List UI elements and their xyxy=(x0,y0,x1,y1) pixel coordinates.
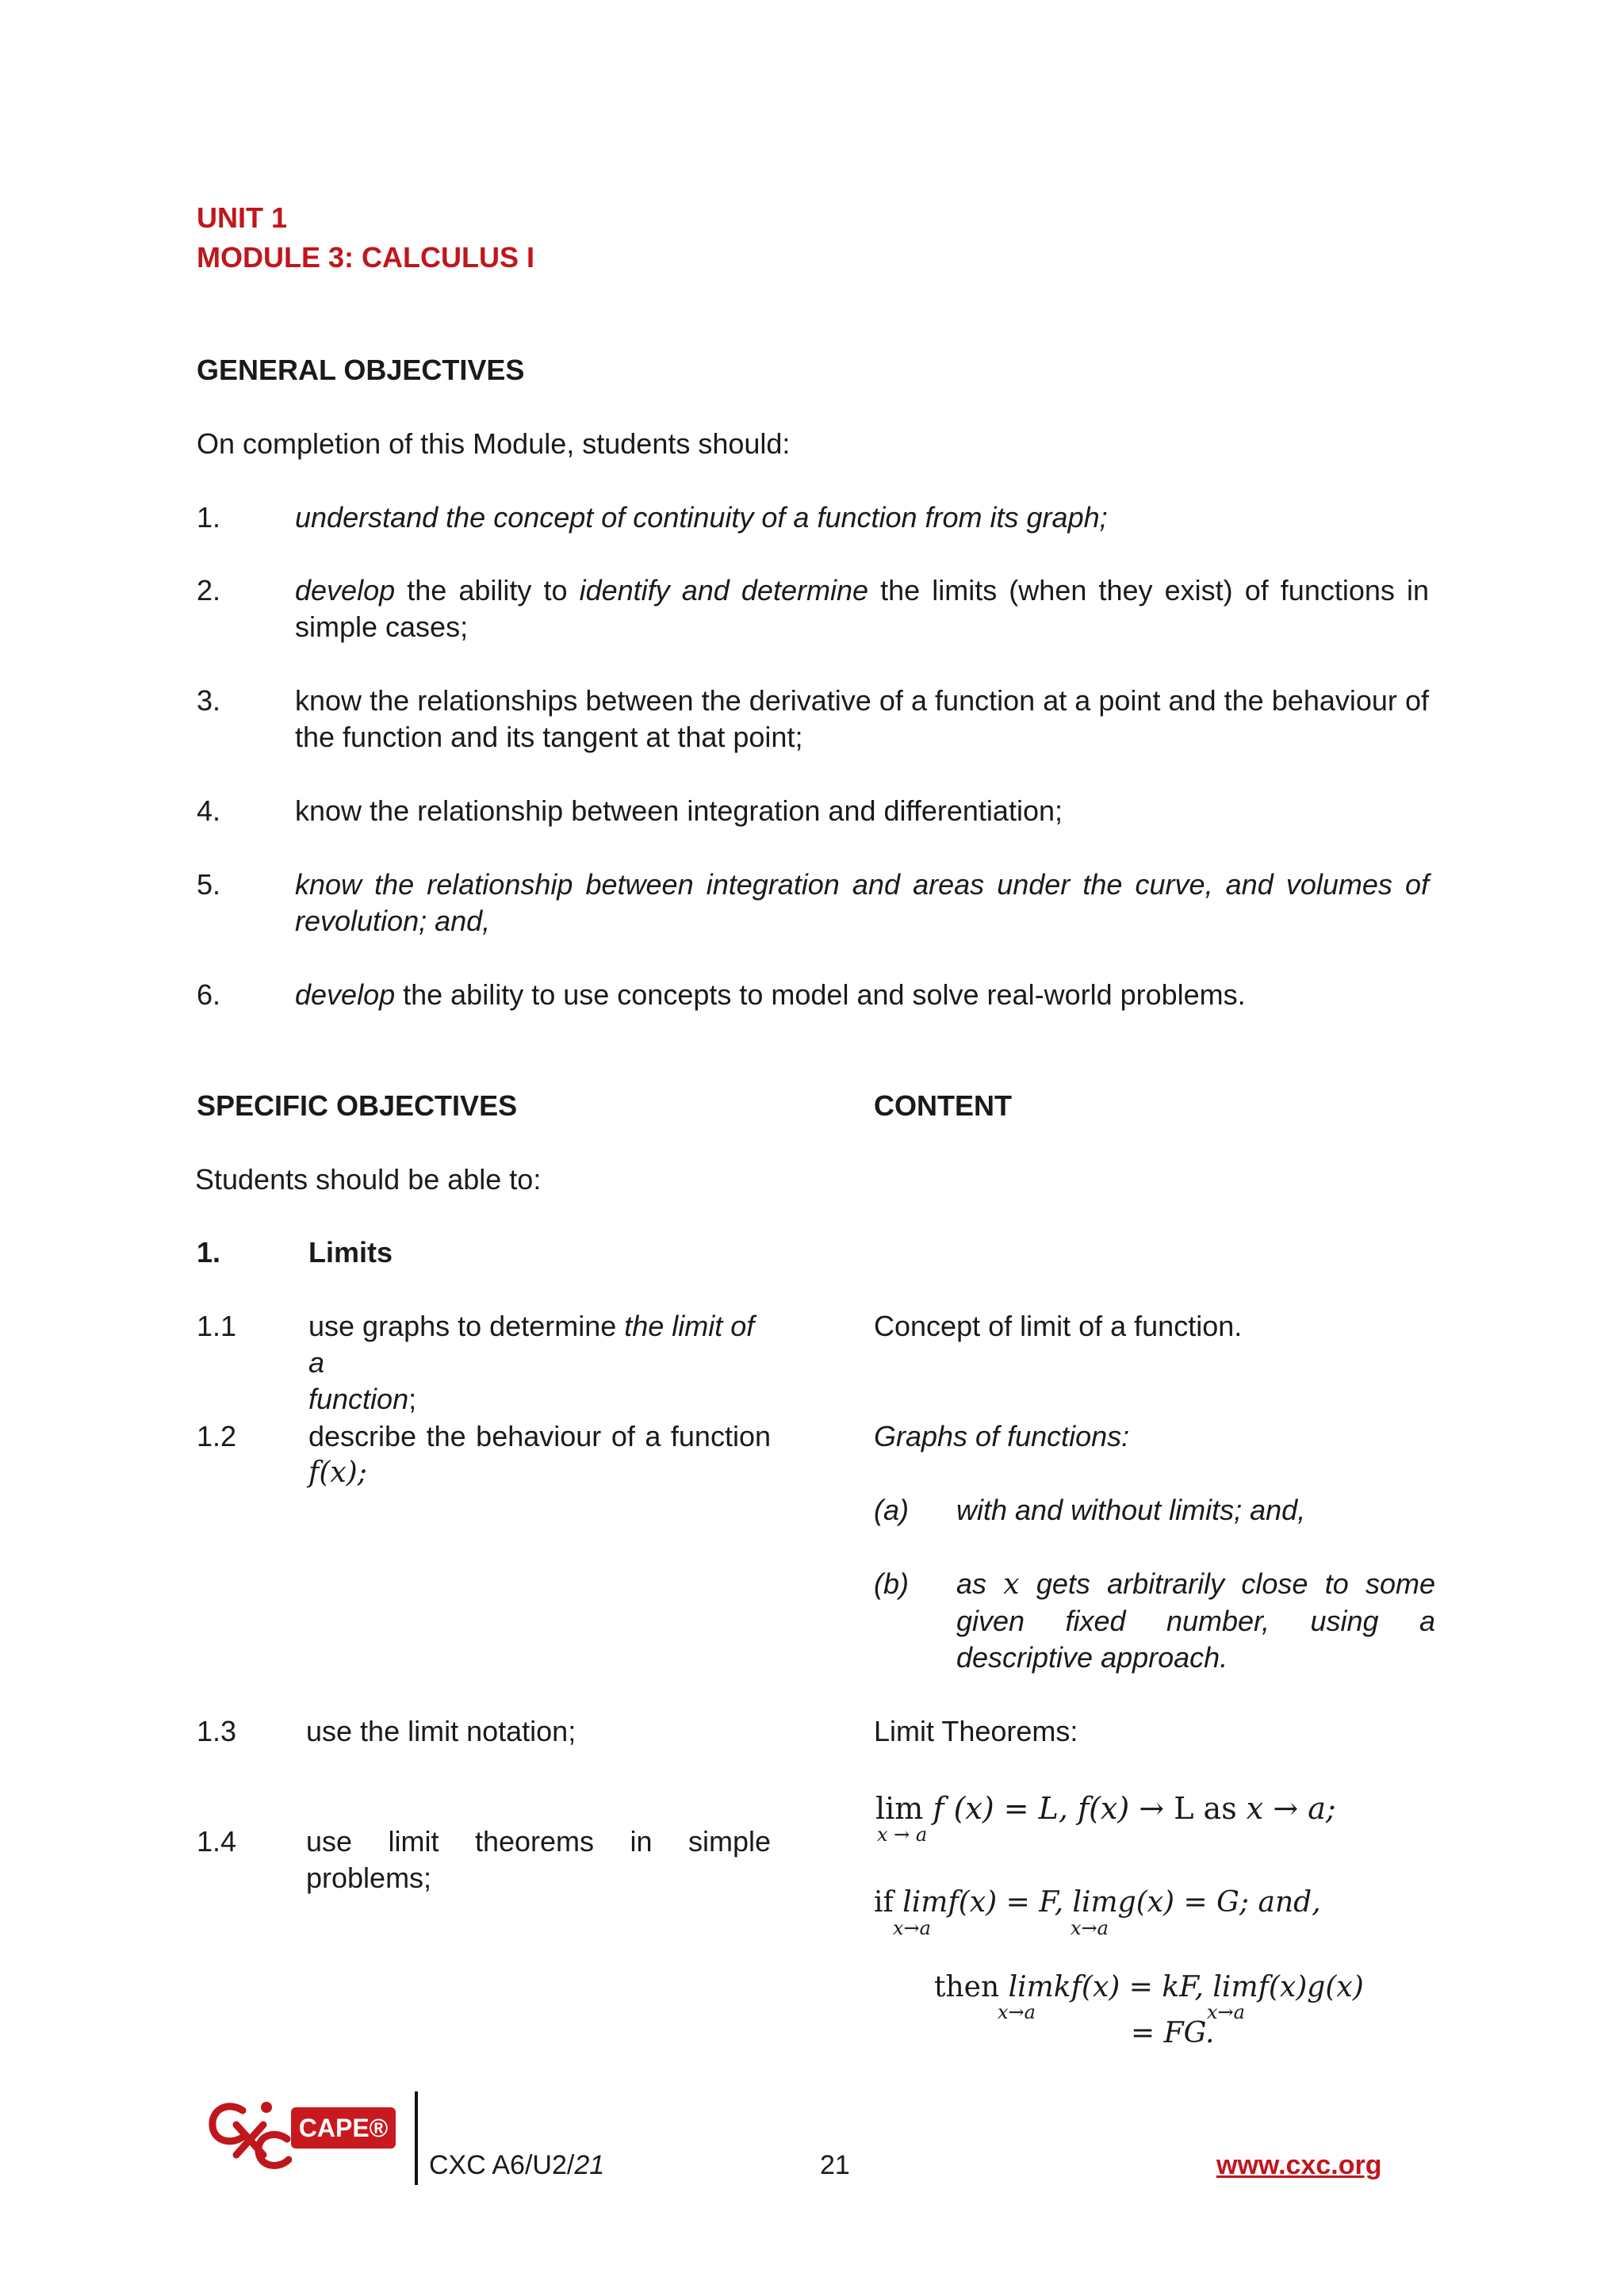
lim-subscript: x→a xyxy=(1071,1917,1109,1939)
content-1-2-a-label: (a) xyxy=(874,1494,909,1526)
lim-operator: lim xyxy=(902,1886,948,1919)
go-item-text xyxy=(295,977,1429,1013)
footer-divider xyxy=(415,2091,418,2185)
go-item-part: the ability to xyxy=(395,574,580,607)
equation-part: x xyxy=(1246,1791,1264,1826)
go-item-text xyxy=(295,572,1429,645)
specific-objectives-intro: Students should be able to: xyxy=(195,1163,542,1196)
lim-operator: lim xyxy=(1072,1886,1118,1919)
content-1-3: Limit Theorems: xyxy=(874,1715,1078,1747)
content-1-2-a: with and without limits; and, xyxy=(956,1494,1306,1526)
lim-operator: lim xyxy=(1008,1971,1054,2003)
content-heading: CONTENT xyxy=(874,1089,1012,1122)
so-item-number: 1.1 xyxy=(197,1310,237,1342)
equation-part: → xyxy=(1263,1791,1308,1826)
go-item-number: 2. xyxy=(197,574,221,607)
so-item-text: problems; xyxy=(306,1862,432,1894)
limit-equation-3-line2: = FG. xyxy=(1131,2017,1215,2049)
module-title: MODULE 3: CALCULUS I xyxy=(197,241,534,274)
section-number: 1. xyxy=(197,1236,221,1269)
lim-subscript: x→a xyxy=(998,2001,1036,2023)
equation-part: if xyxy=(874,1886,903,1919)
equation-part: f(x)g(x) xyxy=(1258,1971,1364,2003)
equation-part: then xyxy=(934,1971,1009,2003)
website-link[interactable]: www.cxc.org xyxy=(1216,2150,1382,2180)
lim-subscript: x → a xyxy=(877,1823,928,1846)
document-code-prefix: CXC A6/U2/ xyxy=(429,2150,575,2180)
equation-part: a; xyxy=(1308,1791,1336,1826)
so-item-number: 1.3 xyxy=(197,1715,237,1747)
so-item-number: 1.4 xyxy=(197,1825,237,1858)
go-item-em: develop xyxy=(295,574,396,607)
general-objectives-heading: GENERAL OBJECTIVES xyxy=(197,354,525,386)
so-item-em: function xyxy=(308,1383,409,1415)
equation-part: f(x) = F, xyxy=(948,1886,1073,1919)
math-variable: x xyxy=(1003,1568,1020,1601)
content-part: as xyxy=(956,1567,1004,1600)
go-item-text: know the relationships between the derivative of a function at a point and the behaviour of the function and its tangent at that point; xyxy=(295,684,1429,753)
content-1-2-b xyxy=(956,1566,1435,1676)
section-title: Limits xyxy=(308,1236,393,1269)
lim-operator: lim xyxy=(875,1791,924,1826)
so-item-text: use the limit notation; xyxy=(306,1715,576,1747)
go-item-em: develop xyxy=(295,978,396,1011)
cxc-logo xyxy=(205,2093,292,2172)
go-item-number: 6. xyxy=(197,978,221,1011)
page-number: 21 xyxy=(820,2150,850,2180)
unit-title: UNIT 1 xyxy=(197,201,288,234)
general-objectives-intro: On completion of this Module, students should: xyxy=(197,427,791,460)
so-item-text: describe the behaviour of a function xyxy=(308,1420,771,1452)
cape-badge: CAPE® xyxy=(291,2107,396,2149)
so-item-em: the limit of a xyxy=(308,1310,755,1379)
go-item-number: 4. xyxy=(197,794,221,827)
go-item-part: the ability to use concepts to model and solve real-world problems. xyxy=(395,978,1246,1011)
lim-subscript: x→a xyxy=(893,1917,931,1939)
content-1-2-title: Graphs of functions: xyxy=(874,1420,1130,1452)
content-1-2-b-label: (b) xyxy=(874,1567,909,1600)
so-item-math: f(x); xyxy=(308,1456,367,1489)
so-item-part: use graphs to determine xyxy=(308,1310,625,1342)
go-item-text: know the relationship between integration and differentiation; xyxy=(295,794,1063,827)
equation-part: kf(x) = kF, xyxy=(1053,1971,1213,2003)
equation-part: f (x) = L, xyxy=(933,1791,1068,1826)
specific-objectives-heading: SPECIFIC OBJECTIVES xyxy=(197,1089,518,1122)
lim-operator: lim xyxy=(1212,1971,1258,2003)
go-item-number: 5. xyxy=(197,868,221,901)
so-item-text xyxy=(308,1308,771,1418)
equation-part: g(x) = G; and, xyxy=(1117,1886,1321,1919)
so-item-part: ; xyxy=(408,1383,417,1415)
go-item-number: 3. xyxy=(197,684,221,717)
equation-part: L xyxy=(1174,1791,1194,1826)
document-code xyxy=(429,2147,604,2183)
equation-part: f(x) → xyxy=(1078,1791,1174,1826)
content-1-1: Concept of limit of a function. xyxy=(874,1310,1243,1342)
document-code-suffix: 21 xyxy=(574,2150,605,2180)
limit-equation-2 xyxy=(874,1885,1321,1921)
lim-subscript: x→a xyxy=(1207,2001,1245,2023)
limit-equation-1 xyxy=(875,1790,1336,1827)
go-item-number: 1. xyxy=(197,501,221,534)
content-part: gets arbitrarily close to some given fixed number, using a descriptive approach. xyxy=(956,1567,1435,1674)
so-item-text: use limit theorems in simple xyxy=(306,1825,771,1858)
go-item-part: the limits (when they exist) of functions in simple cases; xyxy=(295,574,1430,643)
go-item-text: understand the concept of continuity of a function from its graph; xyxy=(295,501,1108,534)
cxc-logo-mark xyxy=(205,2093,292,2172)
go-item-text: know the relationship between integration and areas under the curve, and volumes of revolution; and, xyxy=(295,868,1429,937)
equation-part: as xyxy=(1193,1791,1247,1826)
go-item-em: identify and determine xyxy=(579,574,868,607)
so-item-number: 1.2 xyxy=(197,1420,237,1452)
